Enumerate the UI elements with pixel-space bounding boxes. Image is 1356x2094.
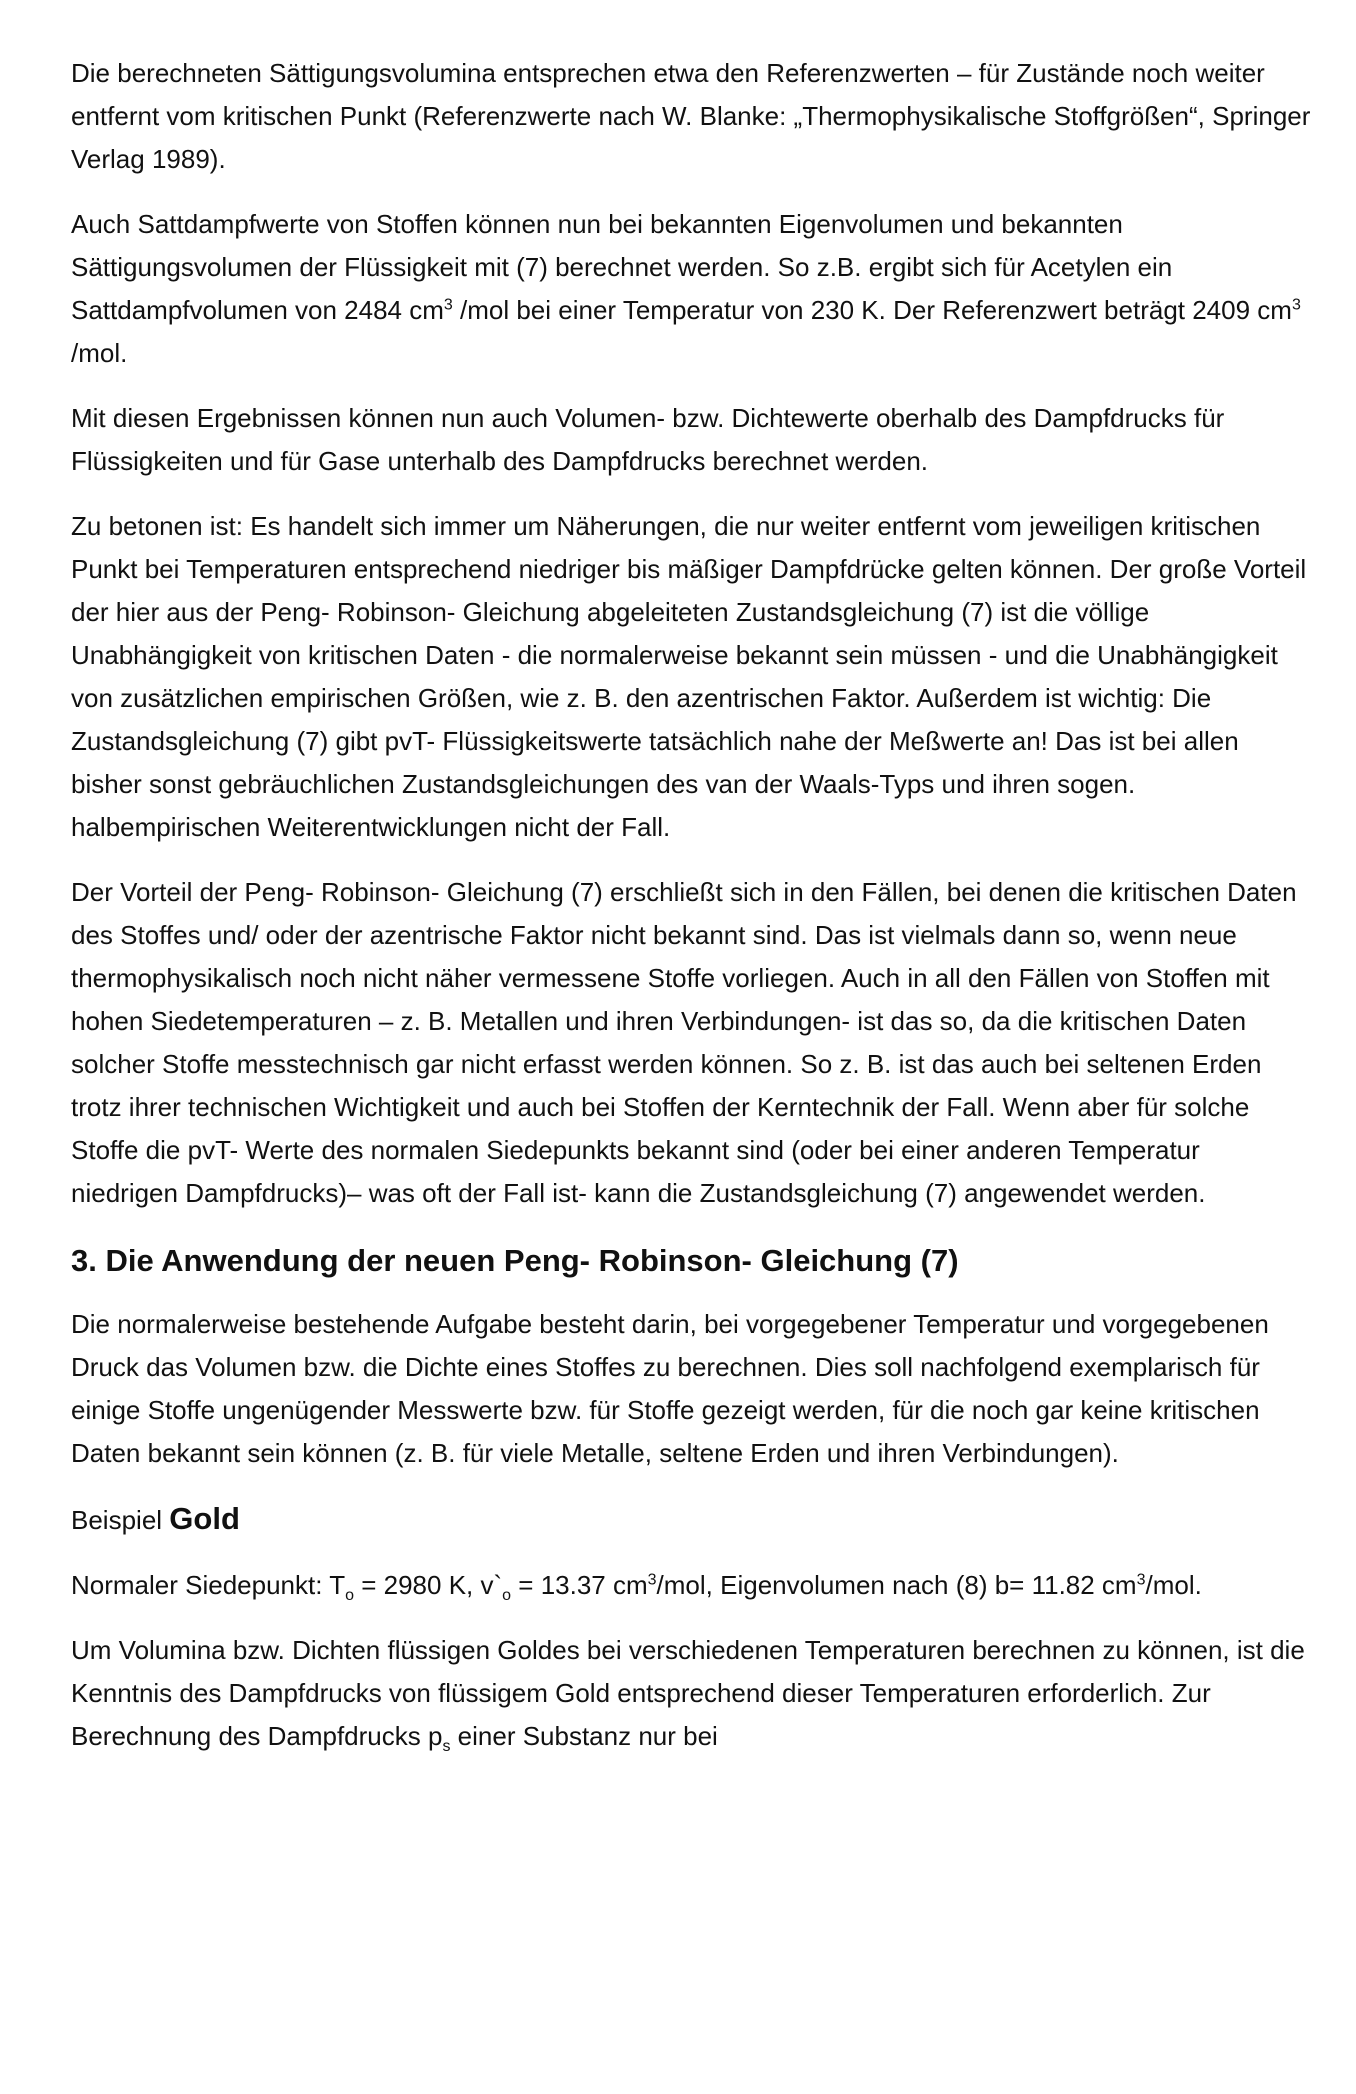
text-segment: /mol.: [1145, 1570, 1202, 1600]
paragraph-approximations: Zu betonen ist: Es handelt sich immer um Näherungen, die nur weiter entfernt vom jeweiligen kritischen Punkt bei Temperaturen entsprechend niedriger bis mäßiger Dampfdrücke gelten können. Der große Vorteil der hier aus der Peng- Robinson- Gleichung abgeleiteten Zustandsgleichung (7) ist die völlige Unabhängigkeit von kritischen Daten - die normalerweise bekannt sein müssen - und die Unabhängigkeit von zusätzlichen empirischen Größen, wie z. B. den azentrischen Faktor. Außerdem ist wichtig: Die Zustandsgleichung (7) gibt pvT- Flüssigkeitswerte tatsächlich nahe der Meßwerte an! Das ist bei allen bisher sonst gebräuchlichen Zustandsgleichungen des van der Waals-Typs und ihren sogen. halbempirischen Weiterentwicklungen nicht der Fall.: [71, 511, 1307, 842]
superscript: 3: [1136, 1571, 1146, 1589]
section-heading: 3. Die Anwendung der neuen Peng- Robinson- Gleichung (7): [71, 1243, 959, 1278]
text-segment: Auch Sattdampfwerte von Stoffen können nun bei bekannten Eigenvolumen und bekannten Sättigungsvolumen der Flüssigkeit mit (7) berechnet werden. So z.B. ergibt sich für Acetylen ein Sattdampfvolumen von 2484 cm: [71, 209, 1173, 325]
text-segment: = 13.37 cm: [511, 1570, 648, 1600]
superscript: 3: [647, 1571, 657, 1589]
subscript: s: [442, 1738, 451, 1756]
example-title: [71, 1497, 1311, 1542]
superscript: 3: [443, 296, 453, 314]
paragraph-advantage: Der Vorteil der Peng- Robinson- Gleichung (7) erschließt sich in den Fällen, bei denen die kritischen Daten des Stoffes und/ oder der azentrische Faktor nicht bekannt sind. Das ist vielmals dann so, wenn neue thermophysikalisch noch nicht näher vermessene Stoffe vorliegen. Auch in all den Fällen von Stoffen mit hohen Siedetemperaturen – z. B. Metallen und ihren Verbindungen- ist das so, da die kritischen Daten solcher Stoffe messtechnisch gar nicht erfasst werden können. So z. B. ist das auch bei seltenen Erden trotz ihrer technischen Wichtigkeit und auch bei Stoffen der Kerntechnik der Fall. Wenn aber für solche Stoffe die pvT- Werte des normalen Siedepunkts bekannt sind (oder bei einer anderen Temperatur niedrigen Dampfdrucks)– was oft der Fall ist- kann die Zustandsgleichung (7) angewendet werden.: [71, 877, 1297, 1208]
example-name: Gold: [169, 1501, 240, 1536]
paragraph-saturated-vapor: [71, 203, 1311, 375]
paragraph-boiling-point: [71, 1564, 1311, 1607]
paragraph-vapor-pressure: [71, 1629, 1311, 1758]
text-segment: Normaler Siedepunkt: T: [71, 1570, 346, 1600]
document-page: [71, 52, 1311, 1780]
text-segment: einer Substanz nur bei: [450, 1721, 718, 1751]
paragraph-results: Mit diesen Ergebnissen können nun auch Volumen- bzw. Dichtewerte oberhalb des Dampfdrucks für Flüssigkeiten und für Gase unterhalb des Dampfdrucks berechnet werden.: [71, 403, 1225, 476]
example-label: Beispiel: [71, 1505, 170, 1535]
text-segment: = 2980 K, v`: [354, 1570, 503, 1600]
subscript: o: [345, 1587, 354, 1605]
text-segment: /mol bei einer Temperatur von 230 K. Der Referenzwert beträgt 2409 cm: [452, 295, 1292, 325]
paragraph-saturation-volumes: Die berechneten Sättigungsvolumina entsprechen etwa den Referenzwerten – für Zustände noch weiter entfernt vom kritischen Punkt (Referenzwerte nach W. Blanke: „Thermophysikalische Stoffgrößen“, Springer Verlag 1989).: [71, 58, 1311, 174]
superscript: 3: [1291, 296, 1301, 314]
text-segment: /mol.: [71, 338, 128, 368]
paragraph-task: Die normalerweise bestehende Aufgabe besteht darin, bei vorgegebener Temperatur und vorgegebenen Druck das Volumen bzw. die Dichte eines Stoffes zu berechnen. Dies soll nachfolgend exemplarisch für einige Stoffe ungenügender Messwerte bzw. für Stoffe gezeigt werden, für die noch gar keine kritischen Daten bekannt sein können (z. B. für viele Metalle, seltene Erden und ihren Verbindungen).: [71, 1309, 1269, 1468]
text-segment: Um Volumina bzw. Dichten flüssigen Goldes bei verschiedenen Temperaturen berechnen zu können, ist die Kenntnis des Dampfdrucks von flüssigem Gold entsprechend dieser Temperaturen erforderlich. Zur Berechnung des Dampfdrucks p: [71, 1635, 1305, 1751]
subscript: o: [502, 1587, 512, 1605]
text-segment: /mol, Eigenvolumen nach (8) b= 11.82 cm: [656, 1570, 1137, 1600]
